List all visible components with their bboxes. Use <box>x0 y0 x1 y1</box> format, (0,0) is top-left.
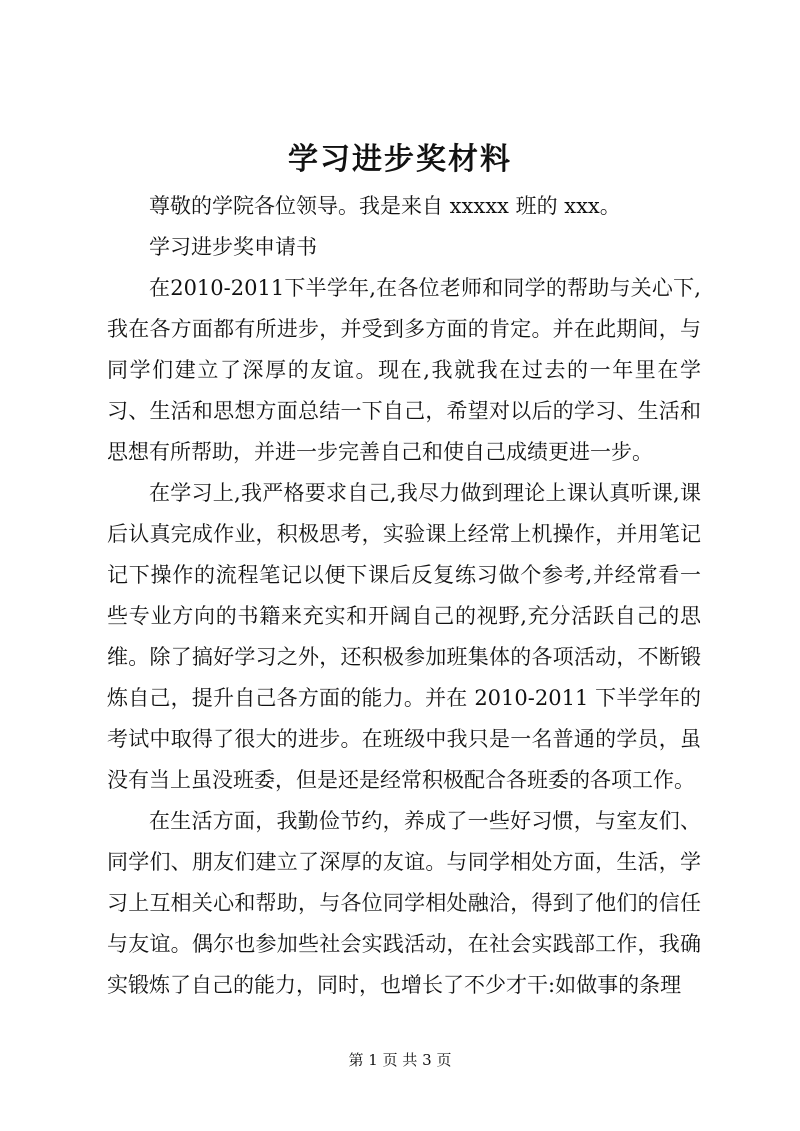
paragraph-study: 在学习上,我严格要求自己,我尽力做到理论上课认真听课,课后认真完成作业，积极思考，实验课上经常上机操作，并用笔记记下操作的流程笔记以便下课后反复练习做个参考,并经常看一些专业方向的书籍来充实和开阔自己的视野,充分活跃自己的思维。除了搞好学习之外，还积极参加班集体的各项活动，不断锻炼自己，提升自己各方面的能力。并在 2010-2011 下半学年的考试中取得了很大的进步。在班级中我只是一名普通的学员，虽没有当上虽没班委，但是还是经常积极配合各班委的各项工作。 <box>107 481 701 792</box>
paragraph-intro: 在2010-2011下半学年,在各位老师和同学的帮助与关心下,我在各方面都有所进步，并受到多方面的肯定。并在此期间，与同学们建立了深厚的友谊。现在,我就我在过去的一年里在学习、生活和思想方面总结一下自己，希望对以后的学习、生活和思想有所帮助，并进一步完善自己和使自己成绩更进一步。 <box>107 276 701 464</box>
paragraph-greeting: 尊敬的学院各位领导。我是来自 xxxxx 班的 xxx。 <box>149 194 621 218</box>
page-footer: 第 1 页 共 3 页 <box>348 1051 452 1069</box>
paragraph-heading: 学习进步奖申请书 <box>149 235 317 259</box>
document-body <box>107 186 701 1006</box>
document-title: 学习进步奖材料 <box>288 142 512 177</box>
paragraph-life: 在生活方面，我勤俭节约，养成了一些好习惯，与室友们、同学们、朋友们建立了深厚的友谊。与同学相处方面，生活，学习上互相关心和帮助，与各位同学相处融洽，得到了他们的信任与友谊。偶尔也参加些社会实践活动，在社会实践部工作，我确实锻炼了自己的能力，同时，也增长了不少才干:如做事的条理 <box>107 809 701 997</box>
